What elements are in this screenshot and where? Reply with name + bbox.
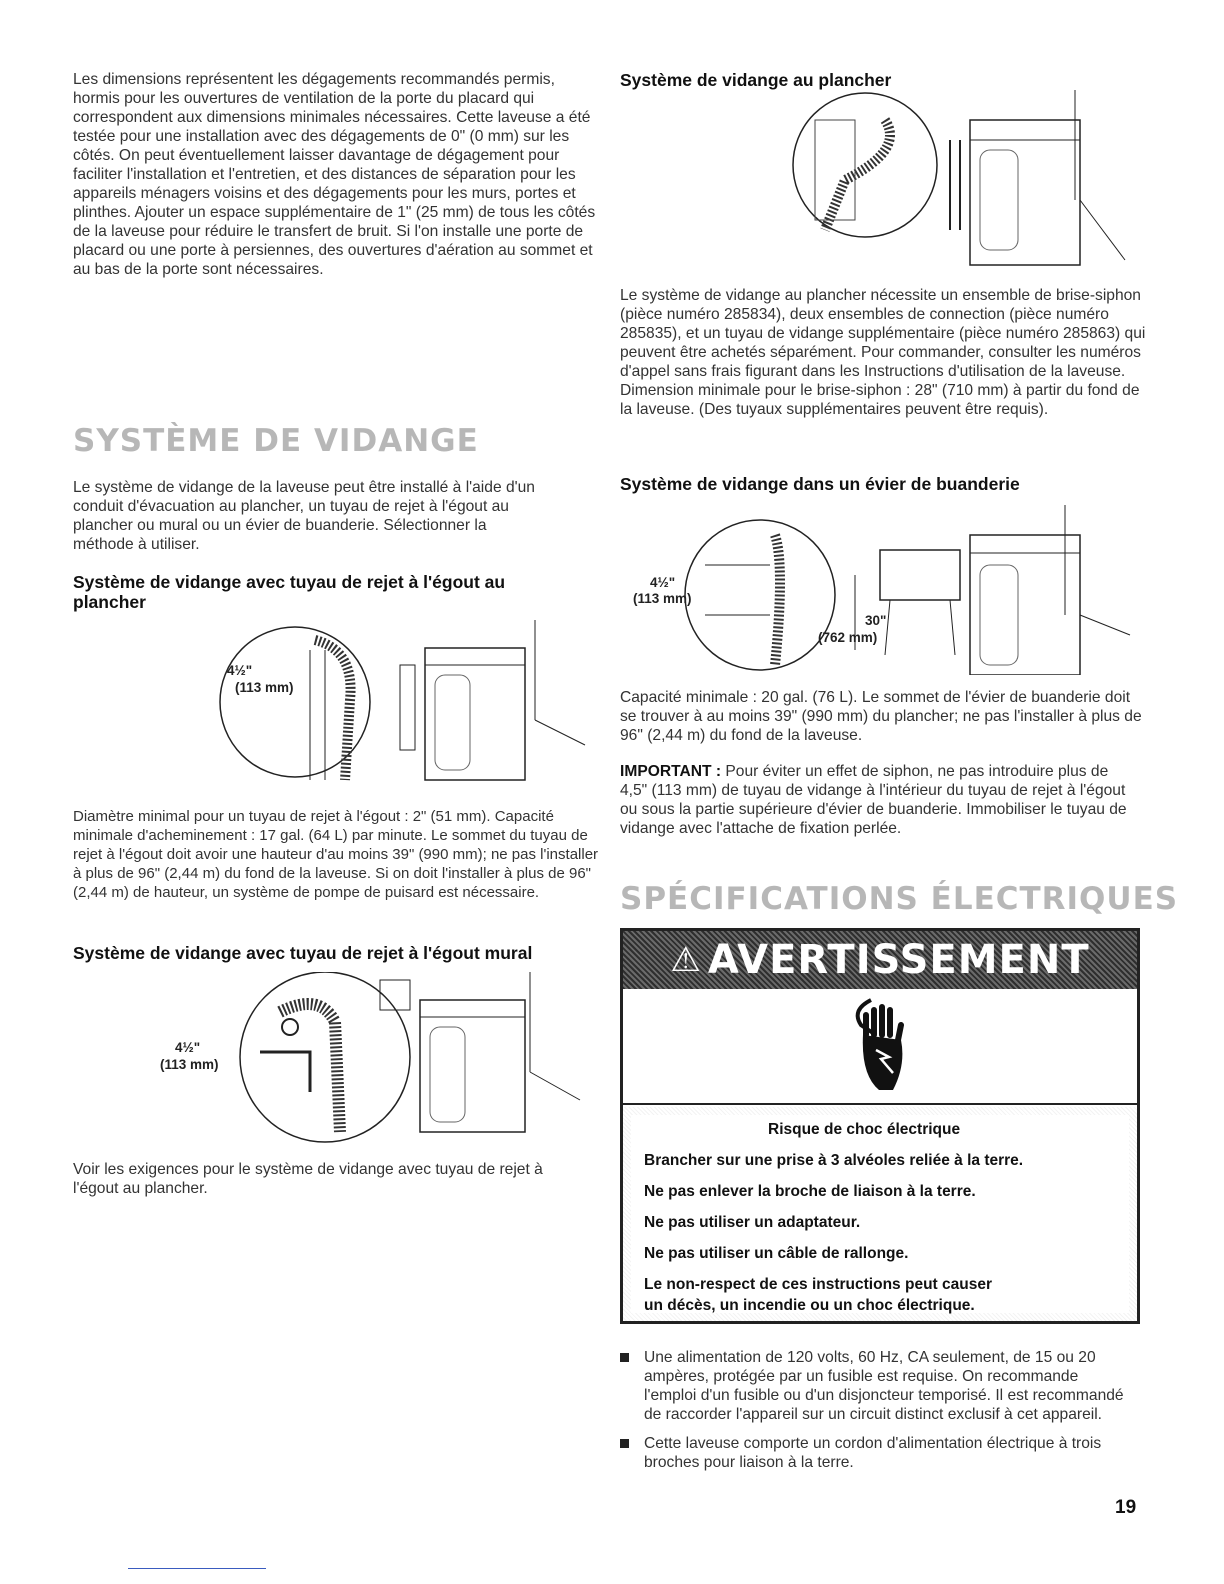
drain-system-heading: SYSTÈME DE VIDANGE — [73, 423, 479, 459]
warning-symbol-area — [623, 989, 1137, 1105]
list-item — [620, 1434, 1130, 1472]
wall-standpipe-heading: Système de vidange avec tuyau de rejet à l'égout mural — [73, 943, 533, 963]
drain-system-intro: Le système de vidange de la laveuse peut être installé à l'aide d'un conduit d'évacuation au plancher, un tuyau de rejet à l'égout au plancher ou mural ou un évier de buanderie. Sélectionner la méthode à utiliser. — [73, 479, 535, 553]
warning-line-4: Ne pas utiliser un câble de rallonge. — [644, 1245, 909, 1262]
warning-risk: Risque de choc électrique — [768, 1121, 961, 1138]
warning-heading: AVERTISSEMENT — [707, 937, 1090, 983]
floor-drain-illustration — [785, 90, 1130, 270]
page-number: 19 — [1115, 1497, 1137, 1518]
tub-height-inches: 30" — [865, 613, 887, 628]
wall-standpipe-dim-inches: 4½" — [175, 1040, 201, 1055]
bullet-text: Une alimentation de 120 volts, 60 Hz, CA seulement, de 15 ou 20 ampères, protégée par un fusible est requise. On recommande l'emploi d'un fusible ou d'un disjoncteur temporisé. Il est recommandé de raccorder l'appareil sur un circuit distinct exclusif à cet appareil. — [644, 1349, 1124, 1423]
floor-drain-text: Le système de vidange au plancher nécessite un ensemble de brise-siphon (pièce numéro 285834), deux ensembles de connection (pièce numéro 285835), et un tuyau de vidange supplémentaire (pièce numéro 285863) qui peuvent être achetés séparément. Pour commander, consulter les numéros d'appel sans frais figurant dans les Instructions d'utilisation de la laveuse. Dimension minimale pour le brise-siphon : 28" (710 mm) à partir du fond de la laveuse. (Des tuyaux supplémentaires peuvent être requis). — [620, 287, 1146, 418]
wall-standpipe-dim-mm: (113 mm) — [160, 1057, 219, 1072]
important-text: Pour éviter un effet de siphon, ne pas introduire plus de 4,5" (113 mm) de tuyau de vidange à l'intérieur du tuyau de rejet à l'égout ou sous la partie supérieure d'évier de buanderie. Immobiliser le tuyau de vidange avec l'attache de fixation perlée. — [620, 763, 1127, 837]
warning-line-2: Ne pas enlever la broche de liaison à la terre. — [644, 1183, 976, 1200]
warning-line-5: Le non-respect de ces instructions peut causer — [644, 1276, 992, 1293]
laundry-tub-heading: Système de vidange dans un évier de buanderie — [620, 474, 1020, 494]
list-item — [620, 1348, 1130, 1424]
laundry-tub-text: Capacité minimale : 20 gal. (76 L). Le sommet de l'évier de buanderie doit se trouver à au moins 39" (990 mm) du plancher; ne pas l'installer à plus de 96" (2,44 m) du fond de la laveuse. — [620, 689, 1142, 744]
floor-standpipe-heading: Système de vidange avec tuyau de rejet à l'égout au plancher — [73, 572, 506, 612]
floor-standpipe-dim-mm: (113 mm) — [235, 680, 294, 695]
warning-triangle-icon: ⚠ — [670, 940, 702, 980]
laundry-tub-illustration — [625, 505, 1135, 675]
important-label: IMPORTANT : — [620, 763, 722, 780]
bullet-square-icon — [620, 1439, 629, 1448]
wall-standpipe-text: Voir les exigences pour le système de vidange avec tuyau de rejet à l'égout au plancher. — [73, 1161, 543, 1197]
laundry-tub-dim-mm: (113 mm) — [633, 591, 692, 606]
floor-standpipe-text: Diamètre minimal pour un tuyau de rejet à l'égout : 2" (51 mm). Capacité minimale d'acheminement : 17 gal. (64 L) par minute. Le sommet du tuyau de rejet à l'égout doit avoir une hauteur d'au moins 39" (990 mm); ne pas l'installer à plus de 96" (2,44 m) du fond de la laveuse. Si on doit l'installer à plus de 96" (2,44 m) de hauteur, un système de pompe de puisard est nécessaire. — [73, 808, 599, 901]
electric-shock-hand-icon — [841, 995, 921, 1105]
wall-standpipe-illustration — [150, 972, 585, 1152]
warning-box — [620, 928, 1140, 1324]
electrical-requirements-list — [620, 1348, 1130, 1482]
warning-header — [623, 931, 1137, 989]
floor-drain-heading: Système de vidange au plancher — [620, 70, 892, 90]
floor-standpipe-illustration — [215, 620, 590, 785]
electrical-specs-heading: SPÉCIFICATIONS ÉLECTRIQUES — [620, 881, 1179, 917]
laundry-tub-dim-inches: 4½" — [650, 575, 676, 590]
footer-rule — [128, 1568, 266, 1569]
warning-line-3: Ne pas utiliser un adaptateur. — [644, 1214, 861, 1231]
bullet-text: Cette laveuse comporte un cordon d'alimentation électrique à trois broches pour liaison à la terre. — [644, 1435, 1102, 1471]
intro-paragraph: Les dimensions représentent les dégagements recommandés permis, hormis pour les ouvertures de ventilation de la porte du placard qui correspondent aux dimensions minimales nécessaires. Cette laveuse a été testée pour une installation avec des dégagements de 0" (0 mm) sur les côtés. On peut éventuellement laisser davantage de dégagement pour faciliter l'installation et l'entretien, et des distances de séparation pour les appareils ménagers voisins et des dégagements pour les murs, portes et plinthes. Ajouter un espace supplémentaire de 1" (25 mm) de tous les côtés de la laveuse pour réduire le transfert de bruit. Si l'on installe une porte de placard ou une porte à persiennes, des ouvertures d'aération au sommet et au bas de la porte sont nécessaires. — [73, 71, 596, 278]
warning-text-area — [623, 1107, 1137, 1321]
important-note — [620, 762, 1130, 838]
tub-height-mm: (762 mm) — [818, 630, 878, 645]
bullet-square-icon — [620, 1353, 629, 1362]
floor-standpipe-dim-inches: 4½" — [227, 663, 253, 678]
warning-line-6: un décès, un incendie ou un choc électrique. — [644, 1297, 975, 1314]
warning-line-1: Brancher sur une prise à 3 alvéoles reliée à la terre. — [644, 1152, 1024, 1169]
